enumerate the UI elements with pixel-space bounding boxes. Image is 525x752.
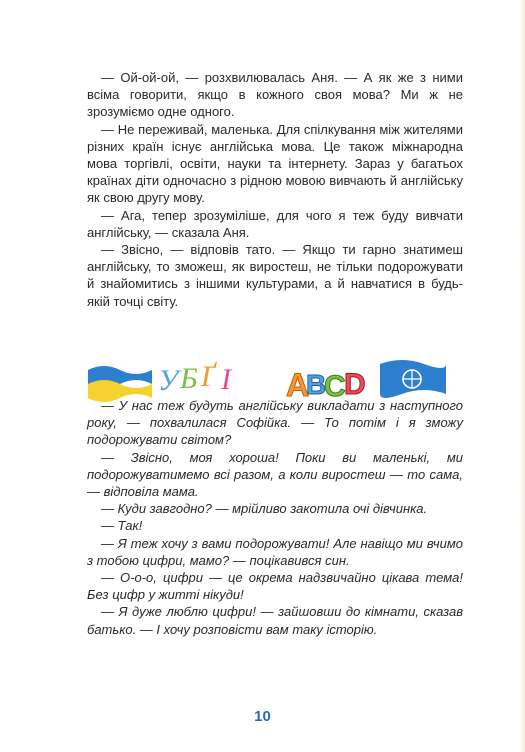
page-edge	[519, 0, 525, 752]
blue-flag	[380, 360, 446, 398]
latin-letter: A	[286, 367, 310, 403]
paragraph: — О-о-о, цифри — це окрема надзвичайно цікава тема! Без цифр у житті нікуди!	[87, 570, 463, 603]
paragraph: — Ага, тепер зрозуміліше, для чого я теж буду вивчати англійську, — сказала Аня.	[87, 207, 463, 240]
paragraph: — Я дуже люблю цифри! — зайшовши до кімнати, сказав батько. — І хочу розповісти вам таку історію.	[87, 604, 463, 637]
paragraph: — Куди завгодно? — мрійливо закотила очі дівчинка.	[101, 501, 428, 517]
cyrillic-letter: Б	[180, 362, 198, 395]
lower-text-block	[87, 397, 463, 638]
latin-letter: B	[306, 369, 327, 400]
paragraph: — Звісно, моя хороша! Поки ви маленькі, ми подорожуватимемо всі разом, а коли виростеш — то сама, — відповіла мама.	[87, 449, 463, 500]
paragraph: — Так!	[101, 518, 143, 534]
paragraph: — У нас теж будуть англійську викладати з наступного року, — похвалилася Софійка. — То потім і я зможу подорожувати світом?	[87, 398, 463, 448]
paragraph: — Звісно, — відповів тато. — Якщо ти гарно знатимеш англійську, то зможеш, як виростеш, не тільки подорожувати й знайомитись з іншими культурами, а й навчатися в будь-якій точці світу.	[87, 242, 463, 309]
latin-letter: D	[344, 368, 366, 401]
cyrillic-letter: У	[158, 364, 179, 397]
paragraph: — Ой-ой-ой, — розхвилювалась Аня. — А як же з ними всіма говорити, якщо в кожного своя мова? Ми ж не зрозуміємо одне одного.	[87, 70, 463, 120]
latin-letter: C	[324, 370, 346, 403]
page-number: 10	[254, 708, 271, 725]
cyrillic-letter: І	[221, 363, 231, 396]
upper-text-block	[87, 69, 463, 310]
cyrillic-letter: Ґ	[201, 360, 215, 393]
paragraph: — Я теж хочу з вами подорожувати! Але навіщо ми вчимо з тобою цифри, мамо? — поцікавився син.	[87, 535, 463, 568]
paragraph: — Не переживай, маленька. Для спілкування між жителями різних країн існує англійська мова. Це також міжнародна мова торгівлі, освіти, науки та інтернету. Зараз у багатьох країнах діти одночасно з рідною мовою вивчають й англійську як свою другу мову.	[87, 121, 463, 206]
